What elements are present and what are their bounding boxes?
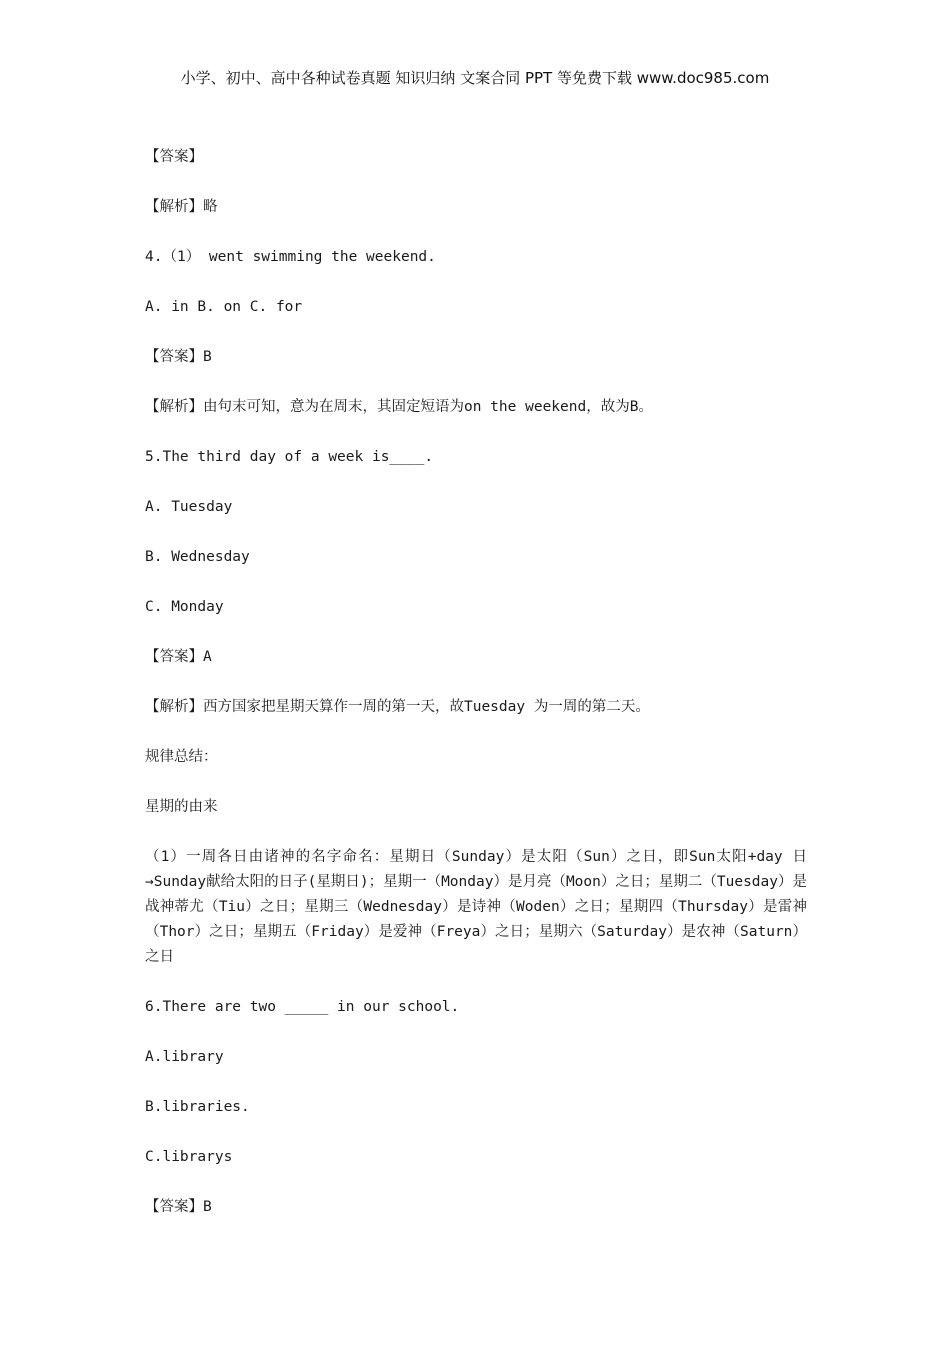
analysis-text: 【解析】略	[145, 199, 218, 215]
question-5-option-b: B. Wednesday	[145, 549, 250, 565]
summary-heading: 规律总结：	[145, 749, 218, 765]
answer-label: 【答案】B	[145, 1199, 212, 1215]
question-6: 6.There are two _____ in our school.	[145, 999, 460, 1015]
answer-label: 【答案】A	[145, 649, 212, 665]
analysis-text: 【解析】由句末可知，意为在周末，其固定短语为on the weekend，故为B。	[145, 399, 653, 415]
analysis-text: 【解析】西方国家把星期天算作一周的第一天，故Tuesday 为一周的第二天。	[145, 699, 650, 715]
question-6-option-b: B.libraries.	[145, 1099, 250, 1115]
question-6-option-a: A.library	[145, 1049, 224, 1065]
summary-paragraph	[111, 845, 807, 970]
question-4: 4.（1） went swimming the weekend.	[145, 249, 436, 265]
question-5-option-c: C. Monday	[145, 599, 224, 615]
answer-label: 【答案】B	[145, 349, 212, 365]
summary-subheading: 星期的由来	[145, 799, 218, 815]
question-6-option-c: C.librarys	[145, 1149, 233, 1165]
question-5: 5.The third day of a week is____.	[145, 449, 434, 465]
question-4-options: A. in B. on C. for	[145, 299, 303, 315]
answer-label: 【答案】	[145, 149, 203, 165]
page-header: 小学、初中、高中各种试卷真题 知识归纳 文案合同 PPT 等免费下载 www.doc985.com	[180, 69, 770, 87]
summary-paragraph-text: （1）一周各日由诸神的名字命名：星期日（Sunday）是太阳（Sun）之日，即Sun太阳+day 日→Sunday献给太阳的日子(星期日)；星期一（Monday）是月亮（Moon）之日；星期二（Tuesday）是战神蒂尤（Tiu）之日；星期三（Wednesday）是诗神（Woden）之日；星期四（Thursday）是雷神（Thor）之日；星期五（Friday）是爱神（Freya）之日；星期六（Saturday）是农神（Saturn）之日	[145, 849, 807, 965]
document-body	[145, 145, 807, 1245]
question-5-option-a: A. Tuesday	[145, 499, 233, 515]
